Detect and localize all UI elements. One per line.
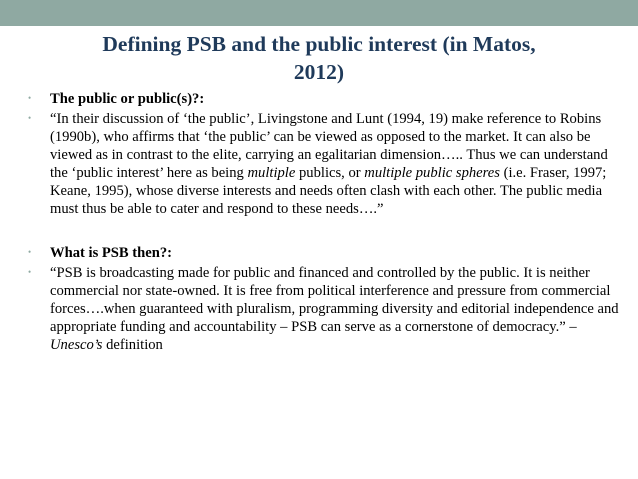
- bullet-item-quote-psb: [28, 264, 628, 354]
- quote-text: definition: [106, 337, 163, 353]
- bullet-item-heading-psb: [28, 244, 628, 262]
- bullet-icon: •: [28, 267, 32, 277]
- bullet-item-heading-public: [28, 90, 628, 108]
- slide-title-line-1: Defining PSB and the public interest (in Matos,: [102, 32, 536, 56]
- bullet-item-quote-public: [28, 110, 628, 218]
- bullet-icon: •: [28, 93, 32, 103]
- quote-text: publics, or: [299, 165, 361, 181]
- quote-text: “PSB is broadcasting made for public and financed and controlled by the public. It is neither commercial nor state-owned. It is free from political interference and pressure from commercial forces….when guaranteed with pluralism, programming diversity and editorial independence and appropriate funding and accountability – PSB can serve as a cornerstone of democracy.” –: [50, 265, 619, 335]
- quote-text: (i.e. Fraser, 1997; Keane, 1995), whose diverse interests and needs often clash with each other. The public media must thus be able to cater and respond to these needs….”: [50, 165, 607, 217]
- slide-title: [30, 30, 608, 86]
- quote-italic-text: Unesco’s: [50, 337, 103, 353]
- slide-body: [28, 90, 628, 354]
- section-spacer: [28, 218, 628, 244]
- section-heading-public: The public or public(s)?:: [50, 91, 205, 107]
- bullet-icon: •: [28, 247, 32, 257]
- quote-italic-text: multiple public spheres: [364, 165, 500, 181]
- bullet-icon: •: [28, 113, 32, 123]
- quote-italic-text: multiple: [247, 165, 296, 181]
- slide-title-line-2: 2012): [293, 60, 345, 84]
- quote-text: “In their discussion of ‘the public’, Livingstone and Lunt (1994, 19) make reference to Robins (1990b), who affirms that ‘the public’ can be viewed as opposed to the market. It can also be viewed as in contrast to the elite, carrying an egalitarian dimension….. Thus we can understand the ‘public interest’ here as being: [50, 111, 608, 181]
- section-heading-psb: What is PSB then?:: [50, 245, 173, 261]
- top-accent-bar: [0, 0, 638, 26]
